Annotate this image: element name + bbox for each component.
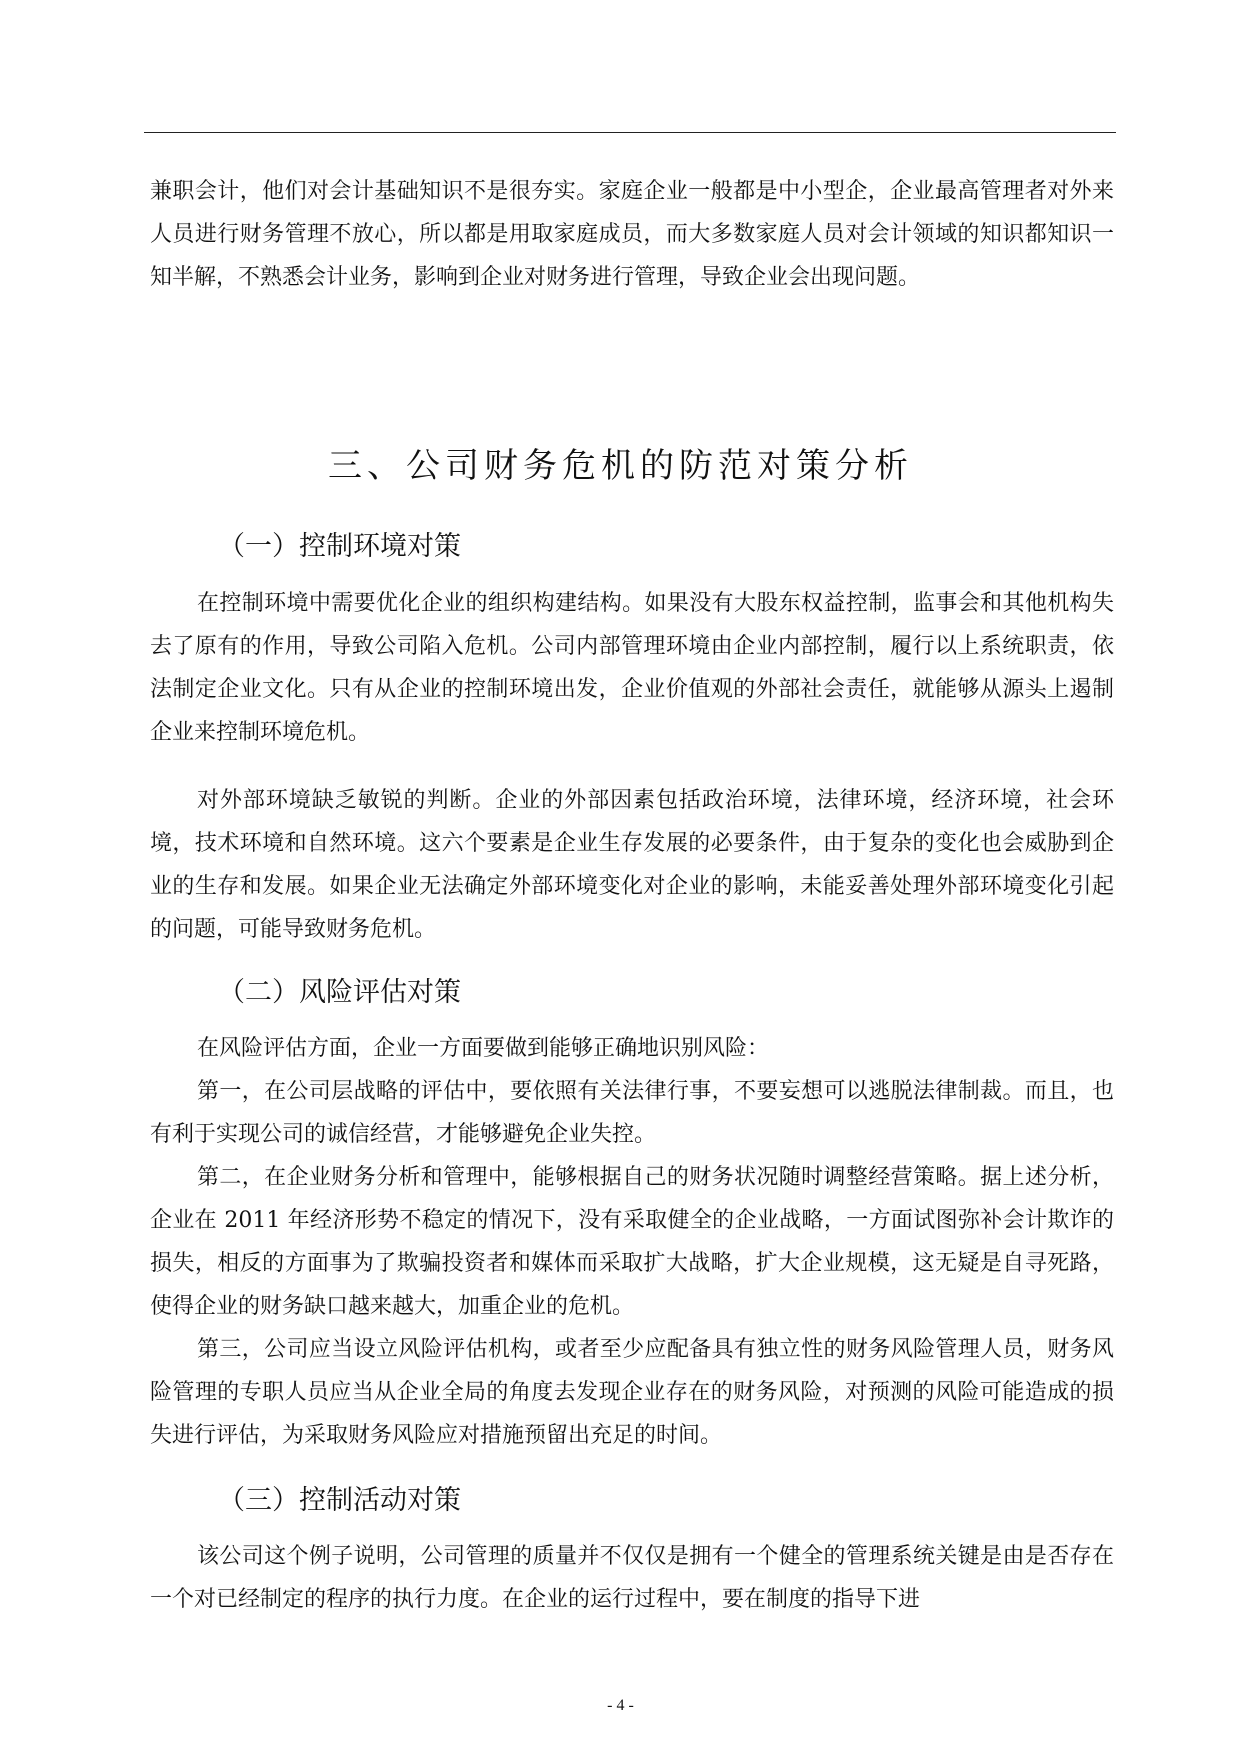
section-title: 三、公司财务危机的防范对策分析: [328, 446, 913, 486]
paragraph-risk-second: 第二，在企业财务分析和管理中，能够根据自己的财务状况随时调整经营策略。据上述分析，企业在 2011 年经济形势不稳定的情况下，没有采取健全的企业战略，一方面试图弥补会计欺诈的损失，相反的方面事为了欺骗投资者和媒体而采取扩大战略，扩大企业规模，这无疑是自寻死路，使得企业的财务缺口越来越大，加重企业的危机。: [150, 1165, 1114, 1319]
page-number: - 4 -: [607, 1697, 634, 1714]
paragraph-continuation: 兼职会计，他们对会计基础知识不是很夯实。家庭企业一般都是中小型企，企业最高管理者对外来人员进行财务管理不放心，所以都是用取家庭成员，而大多数家庭人员对会计领域的知识都知识一知半解，不熟悉会计业务，影响到企业对财务进行管理，导致企业会出现问题。: [150, 179, 1114, 290]
subheading-control-activities: （三）控制活动对策: [218, 1485, 461, 1516]
paragraph-control-activities: 该公司这个例子说明，公司管理的质量并不仅仅是拥有一个健全的管理系统关键是由是否存在一个对已经制定的程序的执行力度。在企业的运行过程中，要在制度的指导下进: [150, 1544, 1114, 1612]
header-rule: [144, 132, 1116, 133]
subheading-risk-assessment: （二）风险评估对策: [218, 977, 461, 1008]
paragraph-risk-first: 第一，在公司层战略的评估中，要依照有关法律行事，不要妄想可以逃脱法律制裁。而且，也有利于实现公司的诚信经营，才能够避免企业失控。: [150, 1079, 1114, 1147]
paragraph-risk-third: 第三，公司应当设立风险评估机构，或者至少应配备具有独立性的财务风险管理人员，财务风险管理的专职人员应当从企业全局的角度去发现企业存在的财务风险，对预测的风险可能造成的损失进行评估，为采取财务风险应对措施预留出充足的时间。: [150, 1337, 1114, 1448]
paragraph-control-environment-2: 对外部环境缺乏敏锐的判断。企业的外部因素包括政治环境，法律环境，经济环境，社会环境，技术环境和自然环境。这六个要素是企业生存发展的必要条件，由于复杂的变化也会威胁到企业的生存和发展。如果企业无法确定外部环境变化对企业的影响，未能妥善处理外部环境变化引起的问题，可能导致财务危机。: [150, 788, 1114, 942]
subheading-control-environment: （一）控制环境对策: [218, 531, 461, 562]
paragraph-control-environment-1: 在控制环境中需要优化企业的组织构建结构。如果没有大股东权益控制，监事会和其他机构失去了原有的作用，导致公司陷入危机。公司内部管理环境由企业内部控制，履行以上系统职责，依法制定企业文化。只有从企业的控制环境出发，企业价值观的外部社会责任，就能够从源头上遏制企业来控制环境危机。: [150, 591, 1114, 745]
paragraph-risk-intro: 在风险评估方面，企业一方面要做到能够正确地识别风险：: [197, 1036, 770, 1061]
